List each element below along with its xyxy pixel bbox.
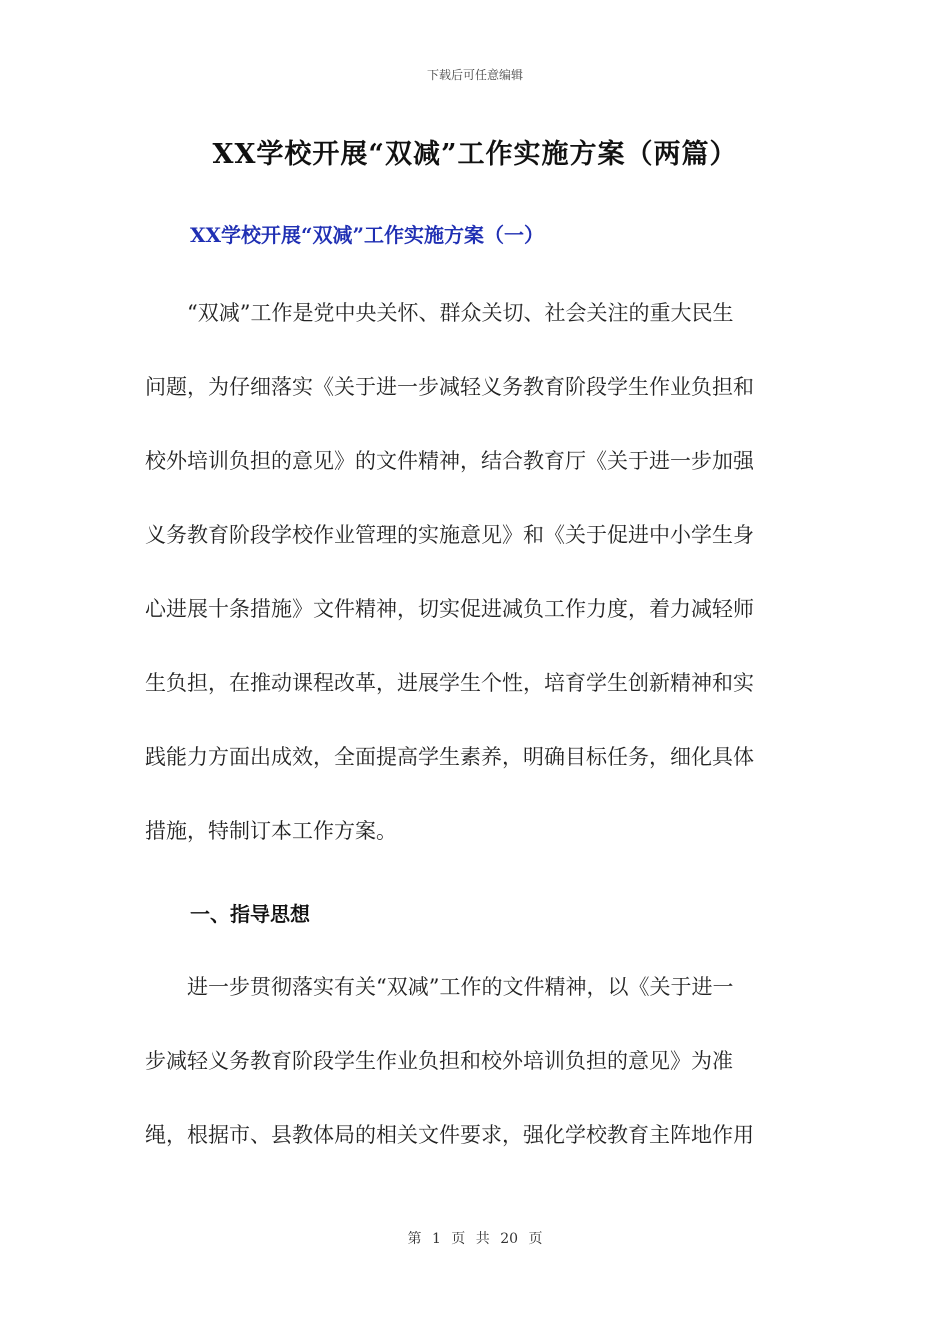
paragraph-line: 进一步贯彻落实有关“双减”工作的文件精神，以《关于进一 — [145, 975, 734, 999]
paragraph-line: 步减轻义务教育阶段学生作业负担和校外培训负担的意见》为准 — [145, 1049, 733, 1073]
page-footer: 第 1 页 共 20 页 — [407, 1231, 543, 1247]
paragraph-line: 心进展十条措施》文件精神，切实促进减负工作力度，着力减轻师 — [145, 597, 754, 621]
paragraph-line: 问题，为仔细落实《关于进一步减轻义务教育阶段学生作业负担和 — [145, 375, 754, 399]
paragraph-line: 生负担，在推动课程改革，进展学生个性，培育学生创新精神和实 — [145, 671, 754, 695]
paragraph-line: 践能力方面出成效，全面提高学生素养，明确目标任务，细化具体 — [145, 745, 754, 769]
paragraph-line: “双减”工作是党中央关怀、群众关切、社会关注的重大民生 — [145, 301, 734, 325]
section-heading: 一、指导思想 — [190, 902, 310, 926]
paragraph-intro — [145, 276, 810, 868]
paragraph-line: 义务教育阶段学校作业管理的实施意见》和《关于促进中小学生身 — [145, 523, 754, 547]
paragraph-line: 绳，根据市、县教体局的相关文件要求，强化学校教育主阵地作用 — [145, 1123, 754, 1147]
page-header: 下载后可任意编辑 — [426, 68, 523, 82]
paragraph-guiding-thought — [145, 950, 810, 1172]
document-title: XX学校开展“双减”工作实施方案（两篇） — [212, 139, 738, 170]
document-subtitle: XX学校开展“双减”工作实施方案（一） — [190, 223, 545, 247]
paragraph-line: 措施，特制订本工作方案。 — [145, 819, 397, 843]
paragraph-line: 校外培训负担的意见》的文件精神，结合教育厅《关于进一步加强 — [145, 449, 754, 473]
